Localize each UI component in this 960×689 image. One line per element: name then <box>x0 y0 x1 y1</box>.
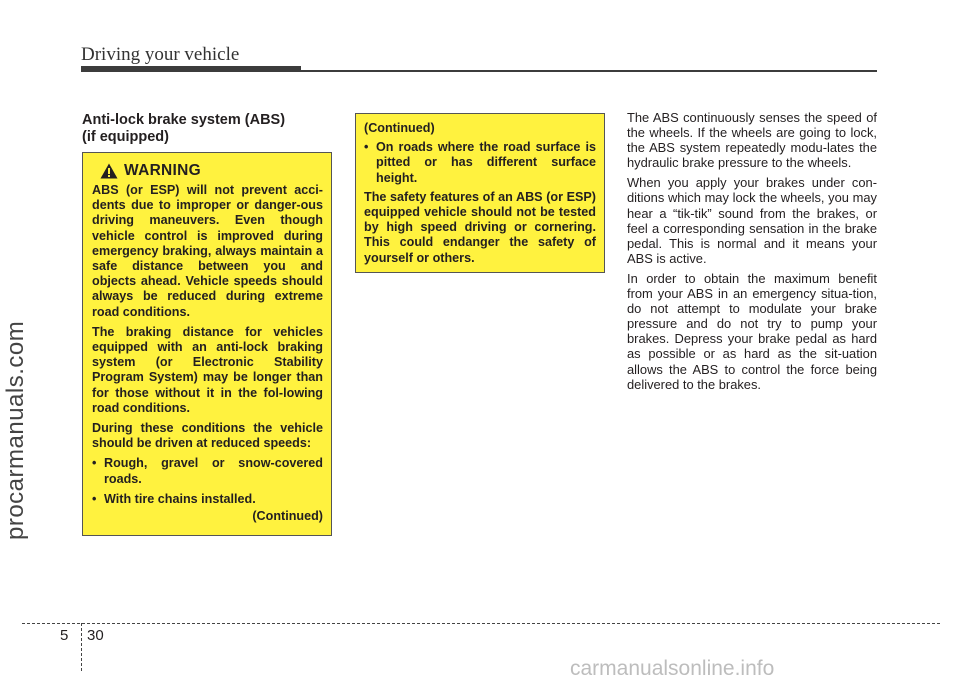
warning-paragraph: During these conditions the vehicle should be driven at reduced speeds: <box>92 421 323 451</box>
bullet-icon: • <box>364 140 369 155</box>
warning-triangle-icon <box>100 163 118 179</box>
section-heading-line1: Anti-lock brake system (ABS) <box>82 112 286 128</box>
bullet-icon: • <box>92 491 97 506</box>
body-text-column <box>627 110 877 397</box>
page-number: 30 <box>87 627 104 644</box>
chapter-number: 5 <box>60 627 69 644</box>
body-paragraph: When you apply your brakes under con-ditions which may lock the wheels, you may hear a “tik-tik” sound from the brakes, or feel a corresponding sensation in the brake pedal. This is normal and it means your ABS is active. <box>627 175 877 266</box>
section-heading <box>82 112 332 146</box>
body-paragraph: The ABS continuously senses the speed of the wheels. If the wheels are going to lock, the ABS system repeatedly modu-lates the hydraulic brake pressure to the wheels. <box>627 110 877 171</box>
continued-bullet <box>364 140 596 186</box>
warning-bullet-text: Rough, gravel or snow-covered roads. <box>104 456 323 486</box>
warning-bullet <box>92 492 323 507</box>
continued-bullet-text: On roads where the road surface is pitted or has different surface height. <box>376 140 596 185</box>
section-heading-line2: (if equipped) <box>82 129 169 145</box>
footer-rule <box>22 623 940 624</box>
watermark-bottom: carmanualsonline.info <box>570 657 775 680</box>
footer-divider <box>81 623 82 671</box>
warning-bullet <box>92 456 323 486</box>
header-rule-thick <box>81 66 301 72</box>
header-rule-thin <box>301 70 877 72</box>
warning-header <box>100 163 323 179</box>
continued-paragraph: The safety features of an ABS (or ESP) equipped vehicle should not be tested by high speed driving or cornering. This could endanger the safety of yourself or others. <box>364 189 596 265</box>
warning-continued: (Continued) <box>252 509 323 524</box>
warning-paragraph: The braking distance for vehicles equipped with an anti-lock braking system (or Electronic Stability Program System) may be longer than for those without it in the fol-lowing road conditions. <box>92 324 323 415</box>
warning-paragraph: ABS (or ESP) will not prevent acci-dents due to improper or danger-ous driving maneuvers. Even though vehicle control is improved during emergency braking, always maintain a safe distance between you and objects ahead. Vehicle speeds should always be reduced during extreme road conditions. <box>92 183 323 319</box>
continued-warning-box <box>355 113 605 273</box>
bullet-icon: • <box>92 456 97 471</box>
body-paragraph: In order to obtain the maximum benefit from your ABS in an emergency situa-tion, do not attempt to modulate your brake pressure and do not try to pump your brakes. Depress your brake pedal as hard as possible or as hard as the sit-uation allows the ABS to control the force being delivered to the brakes. <box>627 270 877 392</box>
warning-label: WARNING <box>124 162 202 180</box>
watermark-left: procarmanuals.com <box>2 320 29 540</box>
warning-box <box>82 152 332 536</box>
page-header-title: Driving your vehicle <box>81 44 240 65</box>
continued-label: (Continued) <box>364 121 435 135</box>
warning-bullet-text: With tire chains installed. <box>104 491 256 506</box>
